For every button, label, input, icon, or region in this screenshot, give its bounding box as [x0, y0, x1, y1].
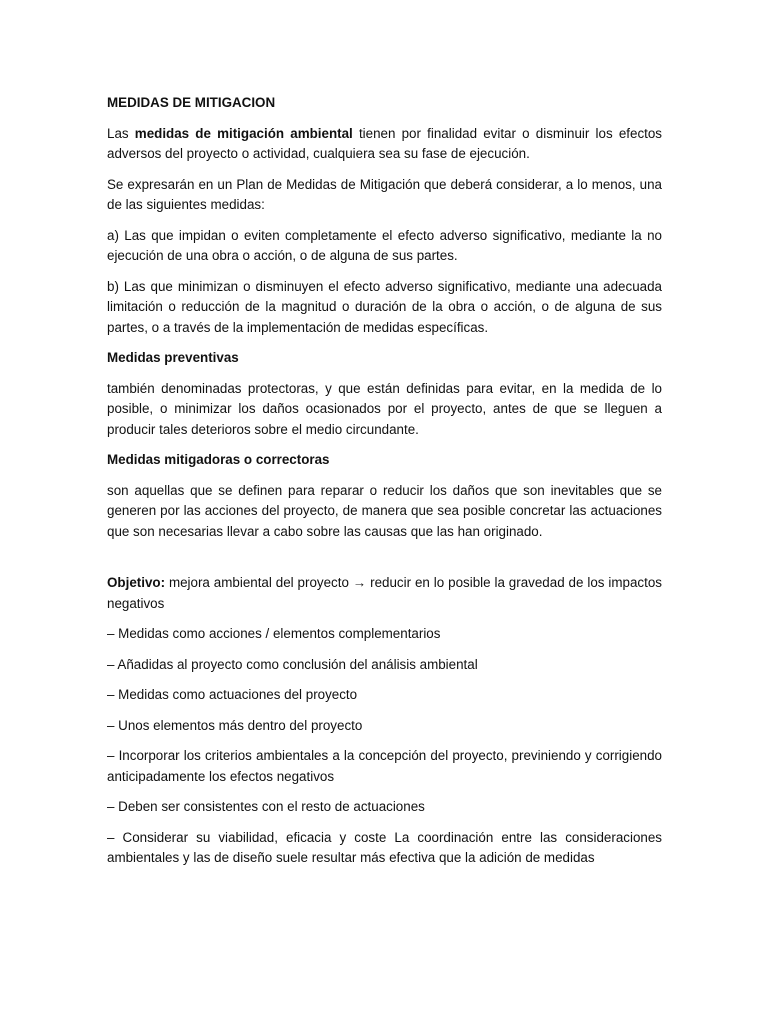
list-item: – Medidas como acciones / elementos complementarios: [107, 626, 441, 641]
correctoras-heading: Medidas mitigadoras o correctoras: [107, 452, 330, 467]
list-item: – Unos elementos más dentro del proyecto: [107, 717, 363, 733]
objetivo-text-before: mejora ambiental del proyecto: [165, 575, 353, 590]
intro-bold-term: medidas de mitigación ambiental: [134, 125, 353, 141]
objetivo-paragraph: [107, 573, 662, 614]
list-item: – Considerar su viabilidad, eficacia y coste La coordinación entre las consideraciones ambientales y las de diseño suele resultar más efectiva que la adición de medidas: [107, 829, 662, 865]
preventivas-heading: Medidas preventivas: [107, 350, 239, 365]
option-b-paragraph: b) Las que minimizan o disminuyen el efecto adverso significativo, mediante una adecuada limitación o reducción de la magnitud o duración de la obra o acción, o de alguna de sus partes, o a través de la implementación de medidas específicas.: [107, 278, 662, 335]
intro-paragraph: [107, 124, 662, 165]
correctoras-paragraph: son aquellas que se definen para reparar o reducir los daños que son inevitables que se generen por las acciones del proyecto, de manera que sea posible concretar las actuaciones que son necesarias llevar a cabo sobre las causas que las han originado.: [107, 482, 662, 539]
intro-rest: tienen por finalidad evitar o disminuir los efectos adversos del proyecto o actividad, cualquiera sea su fase de ejecución.: [107, 125, 663, 161]
option-a-paragraph: a) Las que impidan o eviten completamente el efecto adverso significativo, mediante la no ejecución de una obra o acción, o de alguna de sus partes.: [107, 227, 662, 263]
preventivas-paragraph: también denominadas protectoras, y que están definidas para evitar, en la medida de lo posible, o minimizar los daños ocasionados por el proyecto, antes de que se lleguen a producir tales deterioros sobre el medio circundante.: [107, 380, 662, 437]
objetivo-text-after: reducir en lo posible la gravedad de los impactos negativos: [107, 575, 662, 611]
intro-lead: Las: [107, 125, 135, 141]
list-item: – Deben ser consistentes con el resto de actuaciones: [107, 799, 425, 814]
plan-paragraph: Se expresarán en un Plan de Medidas de Mitigación que deberá considerar, a lo menos, una de las siguientes medidas:: [107, 176, 662, 212]
document-body: [107, 93, 662, 869]
objetivo-label: Objetivo:: [107, 575, 166, 590]
document-title: MEDIDAS DE MITIGACION: [107, 95, 276, 110]
list-item: – Incorporar los criterios ambientales a la concepción del proyecto, previniendo y corrigiendo anticipadamente los efectos negativos: [107, 748, 662, 784]
list-item: – Medidas como actuaciones del proyecto: [107, 687, 358, 702]
list-item: – Añadidas al proyecto como conclusión del análisis ambiental: [107, 656, 478, 672]
arrow-right-icon: →: [352, 575, 367, 590]
section-spacer: [107, 542, 662, 573]
